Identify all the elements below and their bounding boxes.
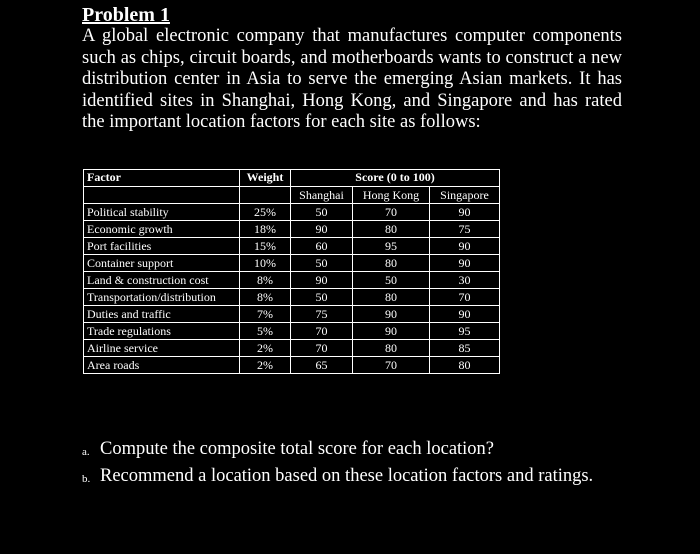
question-list [82,437,622,491]
singapore-score-cell: 85 [430,340,500,357]
hongkong-score-cell: 90 [353,323,430,340]
factor-cell: Land & construction cost [84,272,240,289]
weight-cell: 18% [240,221,291,238]
hongkong-score-cell: 80 [353,340,430,357]
table-row [84,289,500,306]
table-body [84,204,500,374]
weight-cell: 7% [240,306,291,323]
weight-cell: 15% [240,238,291,255]
singapore-score-cell: 90 [430,204,500,221]
question-a [82,437,622,464]
question-text: Recommend a location based on these location factors and ratings. [100,466,594,486]
hongkong-score-cell: 80 [353,289,430,306]
problem-heading: Problem 1 [82,4,170,26]
singapore-score-cell: 90 [430,238,500,255]
location-factor-table [83,169,500,374]
weight-cell: 10% [240,255,291,272]
table-row [84,323,500,340]
table-row [84,340,500,357]
weight-cell: 25% [240,204,291,221]
shanghai-score-cell: 90 [291,221,353,238]
shanghai-score-cell: 60 [291,238,353,255]
shanghai-column-header: Shanghai [291,187,353,204]
factor-cell: Political stability [84,204,240,221]
question-text: Compute the composite total score for each location? [100,439,495,459]
singapore-score-cell: 90 [430,255,500,272]
question-marker: a. [82,446,90,458]
score-column-header: Score (0 to 100) [291,170,500,187]
question-b [82,464,622,491]
factor-cell: Container support [84,255,240,272]
table-row [84,306,500,323]
singapore-score-cell: 30 [430,272,500,289]
singapore-score-cell: 70 [430,289,500,306]
question-marker: b. [82,473,91,485]
weight-cell: 8% [240,272,291,289]
factor-cell: Port facilities [84,238,240,255]
empty-cell [240,187,291,204]
hongkong-column-header: Hong Kong [353,187,430,204]
table-row [84,272,500,289]
factor-cell: Trade regulations [84,323,240,340]
hongkong-score-cell: 70 [353,204,430,221]
hongkong-score-cell: 80 [353,255,430,272]
factor-cell: Transportation/distribution [84,289,240,306]
problem-intro: A global electronic company that manufactures computer components such as chips, circuit boards, and motherboards wants to construct a new distribution center in Asia to serve the emerging Asian markets. It has identified sites in Shanghai, Hong Kong, and Singapore and has rated the important location factors for each site as follows: [82,26,622,132]
table-row [84,221,500,238]
table-row [84,204,500,221]
hongkong-score-cell: 95 [353,238,430,255]
table-row [84,357,500,374]
weight-column-header: Weight [240,170,291,187]
weight-cell: 8% [240,289,291,306]
factor-column-header: Factor [84,170,240,187]
shanghai-score-cell: 65 [291,357,353,374]
table-row [84,238,500,255]
factor-cell: Duties and traffic [84,306,240,323]
factor-cell: Airline service [84,340,240,357]
singapore-column-header: Singapore [430,187,500,204]
shanghai-score-cell: 50 [291,255,353,272]
hongkong-score-cell: 70 [353,357,430,374]
shanghai-score-cell: 70 [291,340,353,357]
hongkong-score-cell: 50 [353,272,430,289]
factor-cell: Area roads [84,357,240,374]
weight-cell: 5% [240,323,291,340]
hongkong-score-cell: 80 [353,221,430,238]
singapore-score-cell: 80 [430,357,500,374]
empty-cell [84,187,240,204]
weight-cell: 2% [240,357,291,374]
shanghai-score-cell: 70 [291,323,353,340]
shanghai-score-cell: 50 [291,204,353,221]
table-header-row [84,170,500,187]
shanghai-score-cell: 50 [291,289,353,306]
shanghai-score-cell: 75 [291,306,353,323]
hongkong-score-cell: 90 [353,306,430,323]
singapore-score-cell: 95 [430,323,500,340]
table-subheader-row [84,187,500,204]
factor-cell: Economic growth [84,221,240,238]
singapore-score-cell: 90 [430,306,500,323]
weight-cell: 2% [240,340,291,357]
singapore-score-cell: 75 [430,221,500,238]
shanghai-score-cell: 90 [291,272,353,289]
table-row [84,255,500,272]
